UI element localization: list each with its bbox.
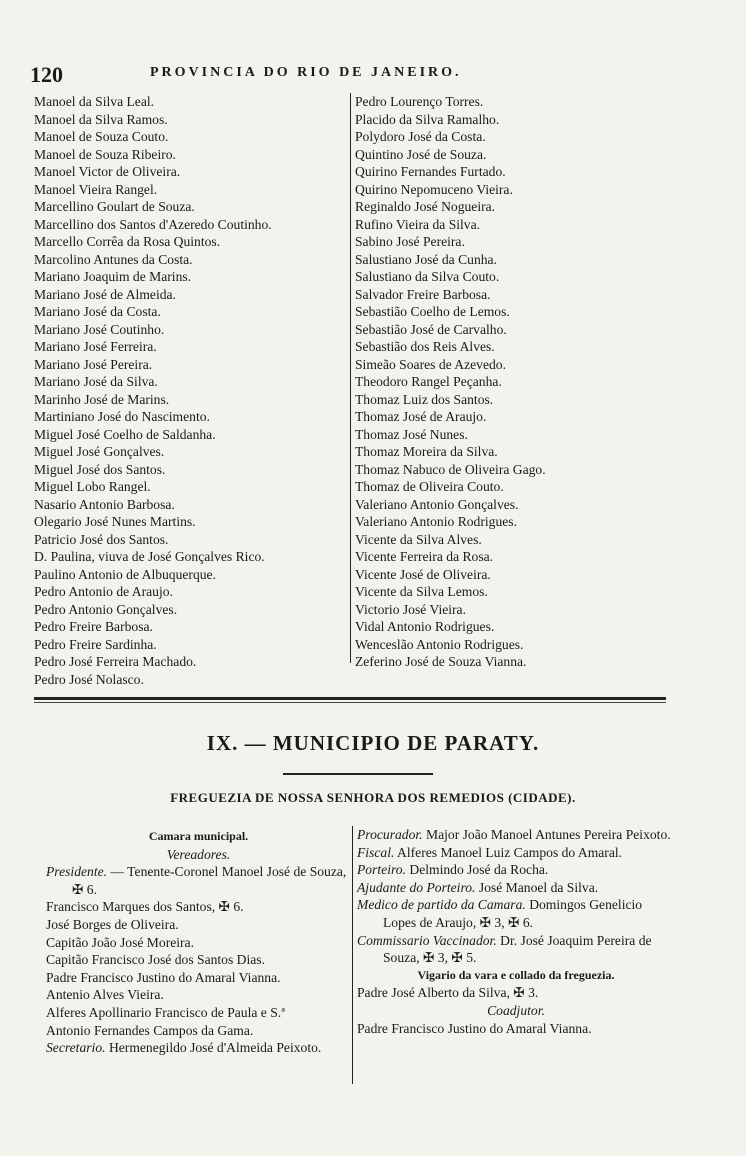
list-item: Sebastião Coelho de Lemos. <box>355 304 510 319</box>
list-item: Vicente da Silva Lemos. <box>355 584 488 599</box>
list-item: Quirino Fernandes Furtado. <box>355 164 506 179</box>
list-item: Pedro Freire Sardinha. <box>34 636 157 652</box>
list-item: Victorio José Vieira. <box>355 601 466 617</box>
list-item: Polydoro José da Costa. <box>355 129 486 144</box>
list-item: Simeão Soares de Azevedo. <box>355 356 506 372</box>
medico-text: Domingos Genelicio Lopes de Araujo, ✠ 3, ✠ 6. <box>383 897 643 930</box>
list-item: Mariano José de Almeida. <box>34 286 176 302</box>
list-item: Salvador Freire Barbosa. <box>355 286 491 302</box>
list-item: Pedro Antonio de Araujo. <box>34 584 173 599</box>
list-item: Mariano José da Silva. <box>34 374 158 389</box>
parish-heading: FREGUEZIA DE NOSSA SENHORA DOS REMEDIOS (CIDADE). <box>170 790 576 805</box>
list-item: Vidal Antonio Rodrigues. <box>355 619 495 634</box>
list-item: Marcellino dos Santos d'Azeredo Coutinho. <box>34 216 272 232</box>
list-item: Thomaz José de Araujo. <box>355 409 487 424</box>
section-divider-thin <box>34 702 666 703</box>
list-item: Zeferino José de Souza Vianna. <box>355 654 527 669</box>
name-list-left <box>34 93 344 688</box>
list-item: Olegario José Nunes Martins. <box>34 514 196 529</box>
list-item: Manoel da Silva Leal. <box>34 94 155 109</box>
list-item: Francisco Marques dos Santos, ✠ 6. <box>46 899 244 915</box>
list-item: Marcello Corrêa da Rosa Quintos. <box>34 234 221 249</box>
procurador-entry <box>357 826 675 844</box>
procurador-label: Procurador. <box>357 827 423 842</box>
presidente-entry <box>46 863 351 898</box>
porteiro-label: Porteiro. <box>357 862 406 878</box>
list-item: Vicente Ferreira da Rosa. <box>355 549 494 564</box>
list-item: Sebastião dos Reis Alves. <box>355 339 495 354</box>
list-item: Thomaz Nabuco de Oliveira Gago. <box>355 461 546 477</box>
list-item: Sebastião José de Carvalho. <box>355 321 507 337</box>
list-item: Salustiano José da Cunha. <box>355 251 497 267</box>
list-item: Mariano José Coutinho. <box>34 321 165 337</box>
list-item: Thomaz Luiz dos Santos. <box>355 391 494 407</box>
porteiro-text: Delmindo José da Rocha. <box>409 862 549 878</box>
coadjutor-heading: Coadjutor. <box>487 1002 545 1018</box>
list-item: Wenceslão Antonio Rodrigues. <box>355 636 524 652</box>
camara-column <box>46 828 351 1057</box>
title-underline <box>283 773 433 775</box>
list-item: Theodoro Rangel Peçanha. <box>355 374 502 389</box>
coadjutor-text: Padre Francisco Justino do Amaral Vianna. <box>357 1020 592 1036</box>
list-item: José Borges de Oliveira. <box>46 916 179 932</box>
name-list-right <box>350 93 675 669</box>
list-item: Valeriano Antonio Gonçalves. <box>355 496 519 512</box>
procurador-text: Major João Manoel Antunes Pereira Peixoto. <box>426 827 671 842</box>
list-item: Capitão João José Moreira. <box>46 934 194 950</box>
list-item: Paulino Antonio de Albuquerque. <box>34 566 216 582</box>
porteiro-entry <box>357 861 675 879</box>
ajudante-text: José Manoel da Silva. <box>478 879 599 895</box>
list-item: Mariano José da Costa. <box>34 304 161 319</box>
list-item: Manoel de Souza Ribeiro. <box>34 146 176 162</box>
list-item: Miguel José Coelho de Saldanha. <box>34 426 216 442</box>
list-item: Miguel Lobo Rangel. <box>34 479 151 494</box>
camara-heading: Camara municipal. <box>148 829 249 843</box>
list-item: Mariano José Pereira. <box>34 356 153 372</box>
vigario-text: Padre José Alberto da Silva, ✠ 3. <box>357 985 539 1001</box>
medico-entry <box>357 896 675 931</box>
comissario-label: Commissario Vaccinador. <box>357 932 497 948</box>
list-item: Salustiano da Silva Couto. <box>355 269 500 284</box>
list-item: Manoel Victor de Oliveira. <box>34 164 181 179</box>
page-number: 120 <box>30 62 63 87</box>
list-item: Manoel da Silva Ramos. <box>34 111 168 127</box>
list-item: Mariano Joaquim de Marins. <box>34 269 192 284</box>
list-item: Miguel José dos Santos. <box>34 461 166 477</box>
list-item: Alferes Apollinario Francisco de Paula e S.ª <box>46 1004 285 1020</box>
list-item: Vicente José de Oliveira. <box>355 566 491 582</box>
list-item: Marcolino Antunes da Costa. <box>34 251 193 267</box>
list-item: Antenio Alves Vieira. <box>46 987 164 1003</box>
comissario-entry <box>357 932 675 967</box>
secretario-label: Secretario. <box>46 1040 106 1056</box>
list-item: Thomaz José Nunes. <box>355 426 468 442</box>
fiscal-label: Fiscal. <box>357 844 395 860</box>
list-item: Antonio Fernandes Campos da Gama. <box>46 1022 254 1038</box>
list-item: Marinho José de Marins. <box>34 391 170 407</box>
list-item: Pedro José Nolasco. <box>34 671 144 687</box>
list-item: Pedro Antonio Gonçalves. <box>34 601 178 617</box>
presidente-text: — Tenente-Coronel Manoel José de Souza, ✠ 6. <box>72 864 347 897</box>
fiscal-entry <box>357 844 675 862</box>
list-item: Quirino Nepomuceno Vieira. <box>355 181 513 197</box>
vigario-heading: Vigario da vara e collado da freguezia. <box>417 967 615 982</box>
list-item: Sabino José Pereira. <box>355 234 465 249</box>
section-title: IX. — MUNICIPIO DE PARATY. <box>206 731 540 755</box>
medico-label: Medico de partido da Camara. <box>357 897 526 913</box>
list-item: Placido da Silva Ramalho. <box>355 111 500 127</box>
list-item: Thomaz de Oliveira Couto. <box>355 479 504 494</box>
list-item: Manoel de Souza Couto. <box>34 129 169 144</box>
list-item: Valeriano Antonio Rodrigues. <box>355 514 517 529</box>
list-item: Patricio José dos Santos. <box>34 531 169 547</box>
list-item: Martiniano José do Nascimento. <box>34 409 210 424</box>
comissario-text: Dr. José Joaquim Pereira de Souza, ✠ 3, ✠ 5. <box>383 932 652 966</box>
list-item: Pedro Freire Barbosa. <box>34 619 153 634</box>
secretario-text: Hermenegildo José d'Almeida Peixoto. <box>108 1040 322 1056</box>
presidente-label: Presidente. <box>46 864 108 880</box>
list-item: Reginaldo José Nogueira. <box>355 199 496 214</box>
list-item: Rufino Vieira da Silva. <box>355 216 481 232</box>
list-item: Marcellino Goulart de Souza. <box>34 199 195 214</box>
ajudante-entry <box>357 879 675 897</box>
page-header <box>30 62 720 86</box>
fiscal-text: Alferes Manoel Luiz Campos do Amaral. <box>397 844 623 860</box>
list-item: Mariano José Ferreira. <box>34 339 157 354</box>
list-item: Nasario Antonio Barbosa. <box>34 496 175 512</box>
list-item: Pedro Lourenço Torres. <box>355 94 484 109</box>
list-item: D. Paulina, viuva de José Gonçalves Rico. <box>34 549 265 564</box>
officials-column <box>352 826 675 1084</box>
list-item: Quintino José de Souza. <box>355 146 487 162</box>
ajudante-label: Ajudante do Porteiro. <box>357 879 476 895</box>
camara-members <box>46 898 351 1039</box>
list-item: Manoel Vieira Rangel. <box>34 181 158 197</box>
secretario-entry <box>46 1039 351 1057</box>
list-item: Capitão Francisco José dos Santos Dias. <box>46 952 265 968</box>
section-divider <box>34 697 666 700</box>
list-item: Vicente da Silva Alves. <box>355 531 482 547</box>
list-item: Padre Francisco Justino do Amaral Vianna. <box>46 969 281 985</box>
list-item: Thomaz Moreira da Silva. <box>355 444 498 459</box>
running-title: PROVINCIA DO RIO DE JANEIRO. <box>150 65 462 80</box>
list-item: Pedro José Ferreira Machado. <box>34 654 197 669</box>
vereadores-heading: Vereadores. <box>166 846 231 862</box>
list-item: Miguel José Gonçalves. <box>34 444 165 459</box>
